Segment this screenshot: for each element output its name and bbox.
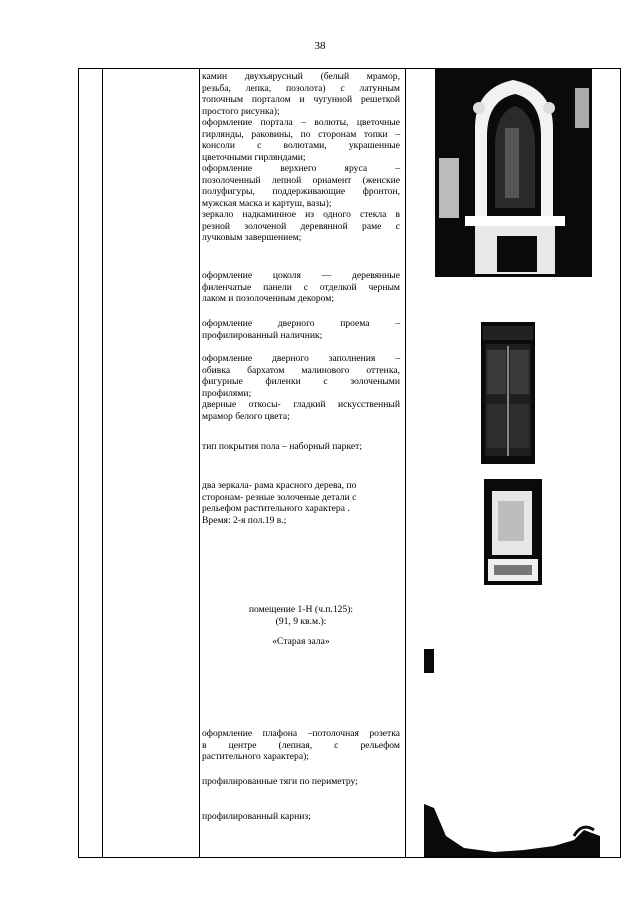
text-line: рельефом растительного характера . bbox=[202, 503, 350, 514]
text-line: растительного характера); bbox=[202, 751, 309, 762]
fireplace-photo bbox=[435, 68, 592, 277]
text-line: гирлянды, раковины, по сторонам топки – bbox=[202, 128, 400, 140]
mirrors-description bbox=[202, 480, 400, 526]
plinth-description bbox=[202, 270, 400, 305]
room-name: «Старая зала» bbox=[272, 636, 330, 647]
text-line: дверные откосы- гладкий искусственный bbox=[202, 399, 400, 410]
text-line: сторонам- резные золоченые детали с bbox=[202, 491, 357, 503]
text-line: полуфигуры, поддерживающие фронтон, bbox=[202, 186, 400, 197]
text-line: топочным порталом и чугунной решеткой bbox=[202, 94, 400, 105]
text-line: камин двухъярусный (белый мрамор, bbox=[202, 71, 400, 82]
text-line: оформление дверного проема – bbox=[202, 318, 400, 329]
text-line: Время: 2-я пол.19 в.; bbox=[202, 514, 287, 526]
photo-fragment bbox=[424, 649, 434, 673]
text-line: мужская маска и картуш, вазы); bbox=[202, 197, 332, 209]
text-line: консоли с волютами, украшенные bbox=[202, 140, 400, 151]
text-line: оформление плафона –потолочная розетка bbox=[202, 728, 400, 739]
text-line: лаком и позолоченным декором; bbox=[202, 293, 335, 304]
text-line: оформление портала – волюты, цветочные bbox=[202, 117, 400, 128]
text-line: в центре (лепная, с рельефом bbox=[202, 739, 400, 751]
text-line: лучковым завершением; bbox=[202, 232, 302, 243]
page-number: 38 bbox=[314, 40, 326, 52]
text-line: тип покрытия пола – наборный паркет; bbox=[202, 441, 362, 452]
door-filling-description bbox=[202, 353, 400, 422]
cornice-description bbox=[202, 811, 400, 823]
fireplace-description bbox=[202, 71, 400, 244]
text-line: оформление цоколя — деревянные bbox=[202, 270, 400, 281]
cornice-photo bbox=[424, 796, 600, 857]
text-line: обивка бархатом малинового оттенка, bbox=[202, 364, 400, 376]
text-line: профилированный наличник; bbox=[202, 329, 323, 341]
column-divider bbox=[199, 69, 200, 857]
door-opening-description bbox=[202, 318, 400, 341]
text-line: два зеркала- рама красного дерева, по bbox=[202, 480, 357, 491]
room-heading bbox=[202, 604, 400, 648]
room-line: (91, 9 кв.м.): bbox=[275, 615, 327, 627]
room-line: помещение 1-Н (ч.п.125): bbox=[248, 604, 354, 615]
door-photo bbox=[469, 316, 546, 464]
text-line: профилями; bbox=[202, 387, 252, 399]
floor-description bbox=[202, 441, 400, 453]
ceiling-description bbox=[202, 728, 400, 763]
mirror-photo bbox=[478, 477, 548, 587]
text-line: цветочными гирляндами; bbox=[202, 151, 306, 163]
text-line: мрамор белого цвета; bbox=[202, 410, 290, 422]
text-line: оформление верхнего яруса – bbox=[202, 163, 400, 174]
column-divider bbox=[405, 69, 406, 857]
column-divider bbox=[102, 69, 103, 857]
text-line: позолоченный лепной орнамент (женские bbox=[202, 174, 400, 186]
text-line: резной золоченой деревянной раме с bbox=[202, 220, 400, 232]
text-line: профилированный карниз; bbox=[202, 811, 311, 822]
text-line: филенчатые панели с отделкой черным bbox=[202, 281, 400, 293]
text-line: профилированные тяги по периметру; bbox=[202, 776, 358, 787]
text-line: фигурные филенки с золочеными bbox=[202, 376, 400, 387]
text-line: оформление дверного заполнения – bbox=[202, 353, 400, 364]
text-line: простого рисунка); bbox=[202, 105, 280, 117]
moldings-description bbox=[202, 776, 400, 788]
text-line: зеркало надкаминное из одного стекла в bbox=[202, 209, 400, 220]
text-line: резьба, лепка, позолота) с латунным bbox=[202, 82, 400, 94]
